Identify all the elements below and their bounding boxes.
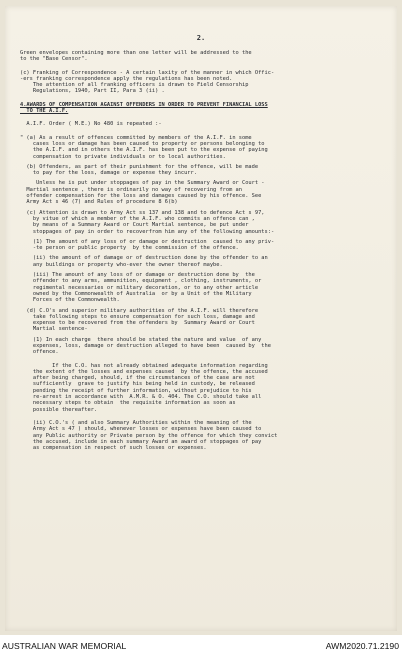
text-line: -ers franking correspondence apply the regulations has been noted.	[20, 75, 233, 82]
item-1	[20, 239, 376, 252]
text-line: (1) The amount of any loss of or damage or destruction caused to any priv-	[20, 238, 275, 245]
text-line: Martial sentence , there is ordinarily no way of recovering from an	[20, 186, 242, 193]
paragraph-d	[20, 308, 376, 333]
item-d2	[20, 420, 376, 451]
text-line: Forces of the Commonwealth.	[20, 297, 120, 304]
text-line: " (a) As a result of offences committed by members of the A.I.F. in some	[20, 134, 252, 141]
text-line: If the C.O. has not already obtained adequate information regarding	[20, 362, 268, 369]
paragraph-a	[20, 135, 376, 160]
text-line: regimental necessaries or military decoration, or to any other article	[20, 284, 259, 291]
intro-lines	[20, 50, 376, 63]
text-line: (c) Franking of Correspondence - A certain laxity of the manner in which Offic-	[20, 69, 275, 76]
text-line: -te person or public property by the commission of the offence.	[20, 245, 239, 252]
text-line: any buildings or property who-ever the owner thereof maybe.	[20, 261, 223, 268]
section-c	[20, 70, 376, 95]
text-line: offender to any arms, ammunition, equipment , clothing, instruments, or	[20, 278, 262, 285]
text-line: take following steps to ensure compensation for such loss, damage and	[20, 313, 255, 320]
text-line: Regulations, 1940, Part II, Para 3 (ii) .	[20, 88, 165, 95]
text-line: (c) Attention is drawn to Army Act ss 137 and 138 and to defence Act s 97,	[20, 209, 265, 216]
text-line: to the "Base Censor".	[20, 56, 88, 63]
page-number: 2.	[196, 34, 206, 42]
text-line: stoppages of pay in order to recoverfrom him any of the following amounts:-	[20, 228, 275, 235]
text-line: (1) In each charge there should be stated the nature and value of any	[20, 336, 262, 343]
text-line: re-arrest in accordance with A.M.R. & O. 404. The C.O. should take all	[20, 394, 262, 401]
text-line: expense to be recovered from the offenders by Summary Award or Court	[20, 320, 255, 327]
item-d1	[20, 337, 376, 356]
text-line: necessary steps to obtain the requisite information as soon as	[20, 400, 236, 407]
text-line: possible thereafter.	[20, 406, 98, 413]
text-line: offence.	[20, 349, 59, 356]
text-line: (ii) the amount of of damage or of destruction done by the offender to an	[20, 255, 268, 262]
text-line: the A.I.F. and in others the A.I.F. has been put to the expense of paying	[20, 147, 268, 154]
heading-line: 4.AWARDS OF COMPENSATION AGAINST OFFENDERS IN ORDER TO PREVENT FINANCIAL LOSS	[20, 101, 268, 108]
heading-line: TO THE A.I.F.	[20, 108, 69, 115]
text-line: Army Act s 47 ) should, whenever losses or expenses have been caused to	[20, 426, 262, 433]
item-2	[20, 255, 376, 268]
text-line: after being charged, should, if the circumstances of the case are not	[20, 375, 255, 382]
text-line: offender compensation for the loss and damages caused by his offence. See	[20, 193, 262, 200]
institution-label: AUSTRALIAN WAR MEMORIAL	[2, 641, 127, 651]
text-line: (iii) The amount of any loss of or damage or destruction done by the	[20, 272, 255, 279]
text-line: (ii) C.O.'s ( and also Summary Authorities within the meaning of the	[20, 419, 252, 426]
text-line: (d) C.O's and superior military authorities of the A.I.F. will therefore	[20, 307, 259, 314]
text-line: pending the receipt of further information, without prejudice to his	[20, 387, 252, 394]
archive-footer	[0, 638, 402, 653]
text-line: (b) Offenders, as part of their punishment for the offence, will be made	[20, 163, 259, 170]
text-line: owned by the Commonwealth of Australia or by a Unit of the Military	[20, 290, 252, 297]
text-line: expenses, loss, damage or destruction alleged to have been caused by the	[20, 342, 271, 349]
text-line: the extent of the losses and expenses caused by the offence, the accused	[20, 368, 268, 375]
text-line: any Public authority or Private person by the offence for which they convict	[20, 432, 278, 439]
text-line: as compensation in respect of such losses or expenses.	[20, 445, 207, 452]
order-line: A.I.F. Order ( M.E.) No 480 is repeated :-	[20, 121, 162, 128]
text-line: Martial sentence-	[20, 326, 88, 333]
document-body	[20, 28, 376, 451]
item-3	[20, 272, 376, 303]
section-4-heading	[20, 102, 376, 115]
text-line: to pay for the loss, damage or expense they incurr.	[20, 170, 197, 177]
accession-number: AWM2020.71.2190	[325, 641, 399, 651]
text-line: by vitue of which a member of the A.I.F. who commits an offence can ,	[20, 215, 255, 222]
text-line: Unless he is put under stoppages of pay in the Summary Award or Court -	[20, 180, 265, 187]
paragraph-if	[20, 363, 376, 413]
text-line: compensation to private individuals or to local authorities.	[20, 153, 226, 160]
text-line: Green envelopes containing more than one letter will be addressed to the	[20, 50, 252, 56]
paragraph-b	[20, 164, 376, 177]
text-line: by means of a Summary Award or Court Martial sentence, be put under	[20, 222, 249, 229]
paragraph-c-attention	[20, 210, 376, 235]
paragraph-unless	[20, 180, 376, 205]
text-line: the accused, include in each summary Award an award of stoppages of pay	[20, 438, 262, 445]
text-line: sufficiently grave to justify his being held in custody, be released	[20, 381, 255, 388]
text-line: cases loss or damage has been caused to property or persons belonging to	[20, 140, 265, 147]
text-line: The attention of all franking officers is drawn to Field Censorship	[20, 82, 249, 89]
text-line: Army Act s 46 (7) and Rules of procedure 8 6(b)	[20, 199, 178, 206]
